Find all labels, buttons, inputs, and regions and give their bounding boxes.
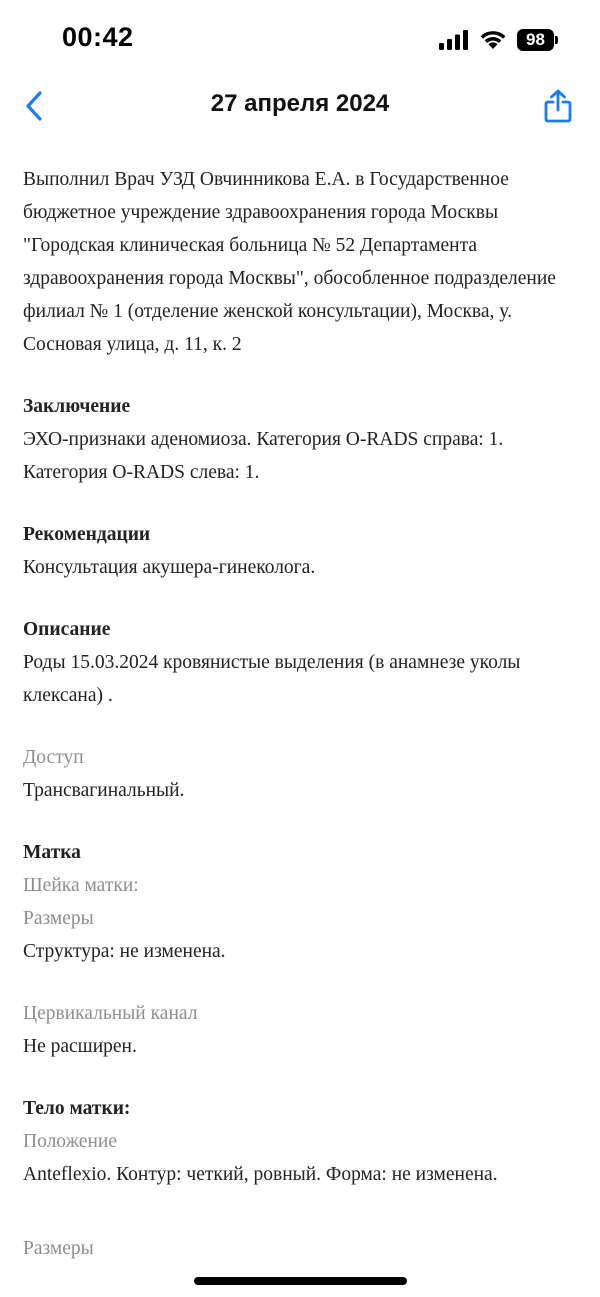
uterus-body-size-label: Размеры xyxy=(23,1238,94,1259)
report-content xyxy=(23,163,583,1191)
status-bar xyxy=(0,0,600,78)
uterus-heading: Матка xyxy=(23,842,81,863)
back-button[interactable] xyxy=(14,86,54,126)
nav-bar xyxy=(0,78,600,136)
uterus-position-value: Anteflexio. Контур: четкий, ровный. Форма: не изменена. xyxy=(23,1164,498,1185)
home-indicator[interactable] xyxy=(194,1277,407,1285)
battery-tip xyxy=(555,36,558,44)
uterus-body-heading: Тело матки: xyxy=(23,1098,131,1119)
chevron-left-icon xyxy=(24,90,44,122)
share-icon xyxy=(544,89,572,123)
share-button[interactable] xyxy=(536,84,580,128)
battery-level: 98 xyxy=(517,29,554,51)
cervical-canal-label: Цервикальный канал xyxy=(23,1003,198,1024)
cervical-canal-section xyxy=(23,997,583,1063)
cervix-size-label: Размеры xyxy=(23,908,94,929)
cervical-canal-value: Не расширен. xyxy=(23,1036,137,1057)
conclusion-section xyxy=(23,390,583,489)
access-section xyxy=(23,741,583,807)
uterus-body-section xyxy=(23,1092,583,1191)
performer-info: Выполнил Врач УЗД Овчинникова Е.А. в Государственное бюджетное учреждение здравоохранения города Москвы "Городская клиническая больница № 52 Департамента здравоохранения города Москвы", обособленное подразделение филиал № 1 (отделение женской консультации), Москва, у. Сосновая улица, д. 11, к. 2 xyxy=(23,169,556,355)
uterus-section xyxy=(23,836,583,968)
description-section xyxy=(23,613,583,712)
conclusion-text: ЭХО-признаки аденомиоза. Категория O-RADS справа: 1. Категория O-RADS слева: 1. xyxy=(23,429,504,483)
access-value: Трансвагинальный. xyxy=(23,780,185,801)
wifi-icon xyxy=(478,28,508,50)
description-text: Роды 15.03.2024 кровянистые выделения (в анамнезе уколы клексана) . xyxy=(23,652,521,706)
cervix-label: Шейка матки: xyxy=(23,875,139,896)
cellular-signal-icon xyxy=(439,30,469,50)
battery-indicator xyxy=(517,29,558,51)
description-heading: Описание xyxy=(23,619,111,640)
recommendations-heading: Рекомендации xyxy=(23,524,151,545)
status-time: 00:42 xyxy=(62,22,134,52)
recommendations-section xyxy=(23,518,583,584)
recommendations-text: Консультация акушера-гинеколога. xyxy=(23,557,316,578)
cervix-structure-value: Структура: не изменена. xyxy=(23,941,226,962)
access-label: Доступ xyxy=(23,747,84,768)
conclusion-heading: Заключение xyxy=(23,396,131,417)
page-title: 27 апреля 2024 xyxy=(210,90,390,117)
uterus-position-label: Положение xyxy=(23,1131,117,1152)
